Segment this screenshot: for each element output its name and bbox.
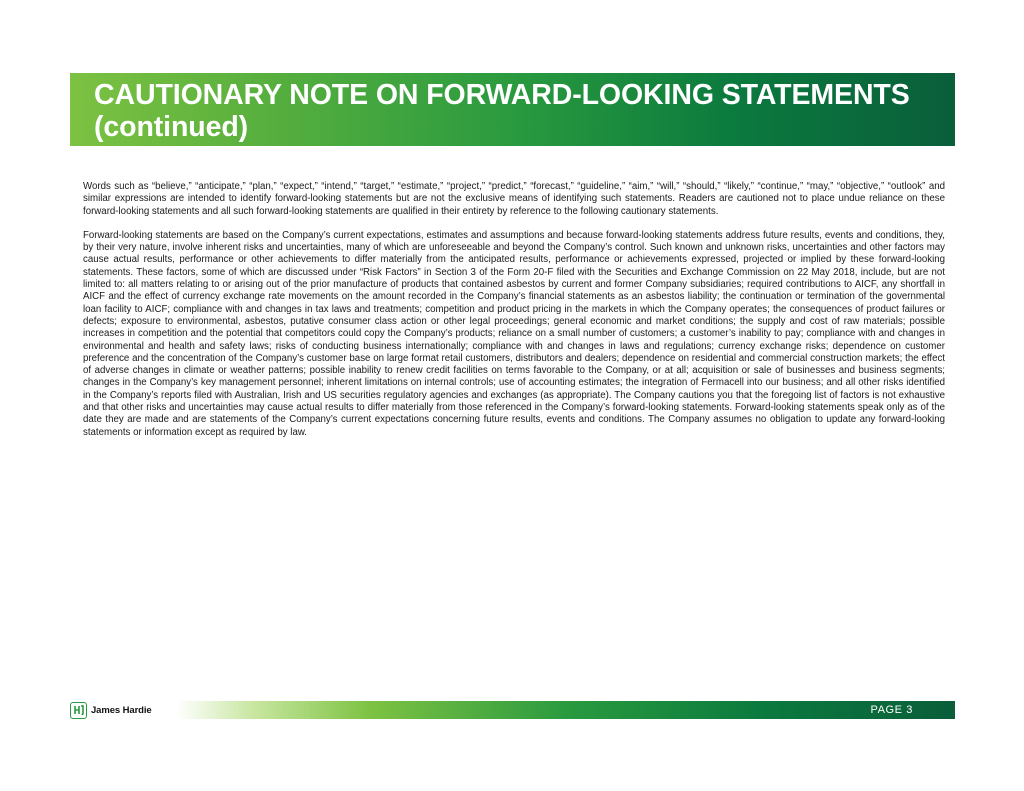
slide-title-line-2: (continued) [94,111,249,143]
company-logo [70,700,152,720]
body-paragraph-1: Words such as “believe,” “anticipate,” “plan,” “expect,” “intend,” “target,” “estimate,” “project,” “predict,” “forecast,” “guideline,” “aim,” “will,” “should,” “likely,” “continue,” “may,” “objective,” “outlook” and similar expressions are intended to identify forward-looking statements but are not the exclusive means of identifying such statements. Readers are cautioned not to place undue reliance on these forward-looking statements and all such forward-looking statements are qualified in their entirety by reference to the following cautionary statements. [83,181,945,217]
slide-title [94,79,945,143]
body-paragraph-2: Forward-looking statements are based on the Company’s current expectations, estimates and assumptions and because forward-looking statements address future results, events and conditions, they, by their very nature, involve inherent risks and uncertainties, many of which are unforeseeable and beyond the Company’s control. Such known and unknown risks, uncertainties and other factors may cause actual results, performance or other achievements to differ materially from the anticipated results, performance or achievements expressed, projected or implied by these forward-looking statements. These factors, some of which are discussed under “Risk Factors” in Section 3 of the Form 20-F filed with the Securities and Exchange Commission on 22 May 2018, include, but are not limited to: all matters relating to or arising out of the prior manufacture of products that contained asbestos by current and former Company subsidiaries; required contributions to AICF, any shortfall in AICF and the effect of currency exchange rate movements on the amount recorded in the Company’s financial statements as an asbestos liability; the continuation or termination of the governmental loan facility to AICF; compliance with and changes in tax laws and treatments; competition and product pricing in the markets in which the Company operates; the consequences of product failures or defects; exposure to environmental, asbestos, putative consumer class action or other legal proceedings; general economic and market conditions; the supply and cost of raw materials; possible increases in competition and the potential that competitors could copy the Company’s products; reliance on a small number of customers; a customer’s inability to pay; compliance with and changes in environmental and health and safety laws; risks of conducting business internationally; compliance with and changes in laws and regulations; currency exchange risks; dependence on customer preference and the concentration of the Company’s customer base on large format retail customers, distributors and dealers; dependence on residential and commercial construction markets; the effect of adverse changes in climate or weather patterns; possible inability to renew credit facilities on terms favorable to the Company, or at all; acquisition or sale of businesses and business segments; changes in the Company’s key management personnel; inherent limitations on internal controls; use of accounting estimates; the integration of Fermacell into our business; and all other risks identified in the Company’s reports filed with Australian, Irish and US securities regulatory agencies and exchanges (as appropriate). The Company cautions you that the foregoing list of factors is not exhaustive and that other risks and uncertainties may cause actual results to differ materially from those referenced in the Company’s forward-looking statements. Forward-looking statements speak only as of the date they are made and are statements of the Company’s current expectations concerning future results, events and conditions. The Company assumes no obligation to update any forward-looking statements or information except as required by law. [83,229,945,438]
title-banner [70,73,955,146]
slide-body [83,181,945,449]
page-number: PAGE 3 [870,704,913,716]
slide-title-line-1: CAUTIONARY NOTE ON FORWARD-LOOKING STATEMENTS [94,79,910,111]
logo-text: James Hardie [91,704,152,716]
james-hardie-logo-icon [70,702,87,719]
footer-bar [176,701,955,719]
